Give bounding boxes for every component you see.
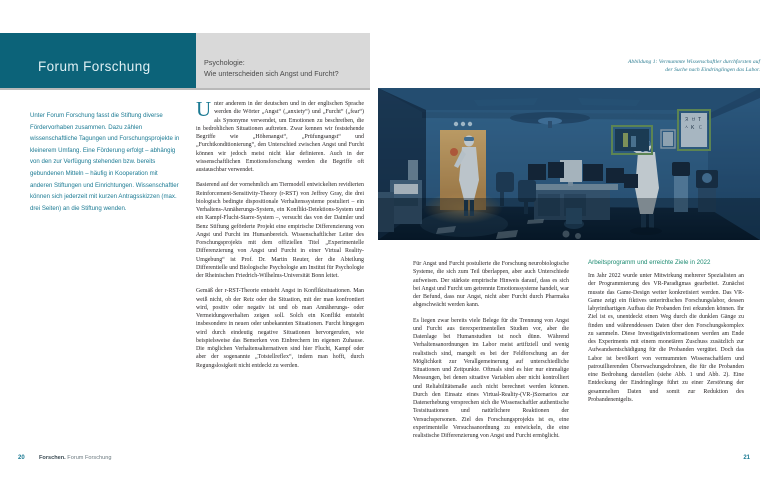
section-subheading: Arbeitsprogramm und erreichte Ziele in 2022 (588, 259, 711, 266)
figure-caption (580, 58, 760, 75)
lab-scene-illustration (378, 88, 760, 240)
kicker-line-1: Psychologie: (204, 58, 245, 67)
kicker-line-2: Wie unterscheiden sich Angst und Furcht? (204, 68, 339, 78)
figure-caption-line-2: der Suche nach Eindringlingen das Labor. (665, 67, 760, 74)
svg-text:ㄷ: ㄷ (698, 125, 703, 131)
svg-text:T: T (698, 117, 702, 123)
figure-caption-line-1: Abbildung 1: Vermummte Wissenschaftler durchforsten auf (627, 59, 760, 65)
paragraph-3: Gemäß der r-RST-Theorie entsteht Angst in Konfliktsituationen. Man weiß nicht, ob der Reiz oder die Situation, mit der man konfrontiert wird, positiv oder negativ ist und ob man Annäherungs- oder Vermeidungsverhalten zeigen soll. Solch ein Konflikt entsteht insbesondere in neuen oder unbekannten Situationen. Furcht hingegen wird durch eindeutig negative Situationen hervorgerufen, wie beispielsweise das Bemerken von Einbrechern im eigenen Zuhause. Die möglichen Verhaltensalternativen sind hier Flucht, Kampf oder aber der sogenannte „Totstellreflex“, indem man hofft, durch Regungslosigkeit nicht entdeckt zu werden. (196, 288, 364, 369)
paragraph-1-text: nter anderem in der deutschen und in der englischen Sprache werden die Wörter „Angst“ („anxiety“) und „Furcht“ („fear“) als Synonyme verwendet, um Emotionen zu beschreiben, die in bedrohlichen Situationen auftreten. Zwar kennen wir feststehende Begriffe wie „Höhenangst“, „Prüfungsangst“ und „Furchtkonditionierung“, den Unterschied zwischen Angst und Furcht können wir jedoch meist nicht klar definieren. Auch in der wissenschaftlichen Emotionsforschung werden die Begriffe oft austauschbar verwendet. (196, 101, 364, 173)
header-rule (0, 88, 370, 90)
svg-text:K: K (691, 125, 695, 131)
middle-paragraph-1: Für Angst und Furcht postulierte die Forschung neurobiologische Systeme, die sich zum Teil überlappen, aber auch Unterschiede aufweisen. Der stärkste empirische Hinweis darauf, dass es sich bei Angst und Furcht um getrennte Emotionssysteme handelt, war der Befund, dass nur Angst, nicht aber Furcht durch Pharmaka abgeschwächt werden kann. (413, 261, 569, 309)
middle-article-column (413, 260, 569, 447)
footer-breadcrumb-topic: Forum Forschung (67, 455, 112, 461)
right-paragraph-1: Im Jahr 2022 wurde unter Mitwirkung mehrerer Spezialisten an der Programmierung des VR-Paradigmas gearbeitet. Zunächst musste das Game-Design weiter konkretisiert werden. Das VR-Game zeigt ein fiktives unterirdisches Forschungslabor, dessen labyrinthartigen Aufbau die Probanden frei erkunden können. Ihr Ziel ist es, unentdeckt einen Weg durch die dunklen Gänge zu finden und währenddessen Daten über den Forschungskomplex zu sammeln. Diese Investigativinformationen werden am Ende des Experiments mit einem monetären Zuschuss zusätzlich zur Aufwandsentschädigung für die Probanden vergütet. Doch das Labor ist bevölkert von vermummten Wissenschaftlern und patrouillierenden Überwachungsdrohnen, die für die Probanden eine Bedrohung darstellen (siehe Abb. 1 und Abb. 2). Eine Entdeckung der Eindringlinge führt zu einer Zerstörung der gesammelten Daten und somit zur Reduktion des Probandenentgelts. (588, 273, 744, 403)
svg-text:ヌ: ヌ (684, 117, 690, 123)
page-title: Forum Forschung (38, 59, 151, 74)
right-article-column (588, 258, 744, 411)
svg-text:ㅅ: ㅅ (684, 125, 689, 131)
folio-right: 21 (743, 455, 750, 461)
main-article-column (196, 97, 364, 377)
footer-breadcrumb-section: Forschen. (39, 455, 66, 461)
paragraph-1 (196, 97, 364, 174)
vr-laboratory-render (378, 88, 760, 240)
intro-text: Unter Forum Forschung fasst die Stiftung diverse Fördervorhaben zusammen. Dazu zählen wissenschaftliche Tagungen und Forschungsprojekte in kleinerem Umfang. Eine Förderung erfolgt – abhängig von den zur Verfügung stehenden bzw. bereits gebundenen Mitteln – häufig in Kooperation mit anderen Stiftungen und Einrichtungen. Wissenschaftler können sich jederzeit mit kurzen Antragsskizzen (max. drei Seiten) an die Stiftung wenden. (30, 112, 180, 212)
middle-paragraph-2: Es liegen zwar bereits viele Belege für die Trennung von Angst und Furcht aus tierexperimentellen Studien vor, aber die Datenlage bei Humanstudien ist noch dünn. Während Verhaltensanordnungen im Labor meist artifiziell und wenig realistisch sind, mangelt es bei der Feldforschung an der Möglichkeit zur Verallgemeinerung auf unterschiedliche Situationen und Zeitpunkte. Oftmals sind es hier nur einmalige Messungen, bei denen situative Variablen aber nicht kontrolliert und Reliabilitätsmaße auch nicht berechnet werden können. Durch den Einsatz eines Virtual-Reality-(VR-)Szenarios zur Datenerhebung versprechen sich die Wissenschaftler authentische Testsituationen und natürlichere Reaktionen der Versuchspersonen. Ziel des Forschungsprojekts ist es, eine experimentelle Versuchsanordnung zu entwickeln, die eine realistische Differenzierung von Angst und Furcht ermöglicht. (413, 317, 569, 439)
article-kicker (204, 58, 374, 79)
folio-left: 20 (18, 455, 25, 461)
svg-text:ㅂ: ㅂ (691, 117, 696, 123)
drop-cap: U (196, 97, 212, 121)
footer-breadcrumb (39, 455, 111, 461)
paragraph-2: Basierend auf der vornehmlich am Tiermodell entwickelten revidierten Reinforcement-Sensitivity-Theory (r-RST) von Jeffrey Gray, die drei biologisch bedingte dispositionale Verhaltenssysteme postuliert – ein Verhaltens-Annäherungs-System, ein Konflikt-Detektions-System und ein Kampf-Flucht-Starre-System –, versucht das von der Daimler und Benz Stiftung geförderte Projekt eine empirische Differenzierung von Angst und Furcht im Humanbereich. Wissenschaftlicher Leiter des Forschungsprojekts mit dem offiziellen Titel „Experimentelle Differenzierung von Angst und Furcht in einer Virtual Reality-Umgebung“ ist Prof. Dr. Martin Reuter, der die Abteilung Differentielle und Biologische Psychologie am Institut für Psychologie der Rheinischen Friedrich-Wilhelms-Universität Bonn leitet. (196, 182, 364, 279)
